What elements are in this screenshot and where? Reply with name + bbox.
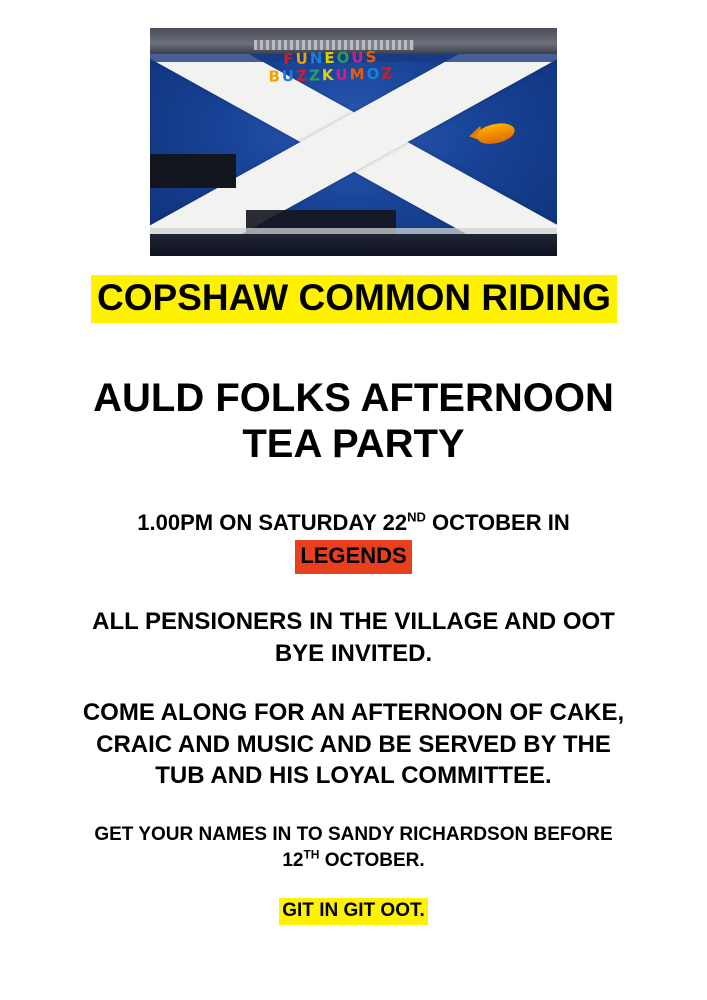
photo-dark-object-left <box>150 154 236 188</box>
event-venue-line <box>40 538 667 573</box>
rsvp-deadline-ordinal: TH <box>303 847 320 862</box>
rsvp-deadline-month: OCTOBER. <box>319 850 425 872</box>
event-heading <box>40 375 667 468</box>
footer-slogan <box>40 898 667 925</box>
invitation-line-2: BYE INVITED. <box>274 639 433 667</box>
event-datetime-prefix: 1.00PM ON SATURDAY 22 <box>137 510 408 535</box>
event-heading-line-2: TEA PARTY <box>242 422 465 467</box>
flag-photograph <box>150 28 557 256</box>
photo-bottom-shadow-band <box>150 234 557 256</box>
event-datetime-venue <box>40 508 667 574</box>
event-date-ordinal: ND <box>407 509 426 525</box>
body-line-2: CRAIC AND MUSIC AND BE SERVED BY THE <box>96 730 611 758</box>
flag-banner-line1: FUNEOUS <box>283 47 378 69</box>
poster-title <box>48 275 660 323</box>
body-paragraph <box>40 697 667 792</box>
invitation-line-1: ALL PENSIONERS IN THE VILLAGE AND OOT <box>92 608 615 635</box>
rsvp-deadline-number: 12 <box>282 850 304 872</box>
event-datetime-suffix: OCTOBER IN <box>425 510 570 535</box>
event-datetime-line <box>40 508 667 538</box>
fish-body <box>475 120 516 146</box>
invitation-paragraph <box>40 606 667 669</box>
flag-banner-line2: BUZZKUMOZ <box>268 64 394 86</box>
rsvp-line-2 <box>40 848 667 874</box>
footer-slogan-text: GIT IN GIT OOT. <box>279 898 428 925</box>
body-line-3: TUB AND HIS LOYAL COMMITTEE. <box>155 762 552 790</box>
event-venue-name: LEGENDS <box>295 540 411 573</box>
poster-title-text: COPSHAW COMMON RIDING <box>91 275 617 323</box>
event-heading-line-1: AULD FOLKS AFTERNOON <box>93 376 614 420</box>
rsvp-line-1: GET YOUR NAMES IN TO SANDY RICHARDSON BEFORE <box>94 824 613 845</box>
photo-frame <box>150 28 557 256</box>
rsvp-paragraph <box>40 822 667 874</box>
flag-banner-lettering <box>235 48 427 115</box>
orange-fish-icon <box>469 124 515 144</box>
body-line-1: COME ALONG FOR AN AFTERNOON OF CAKE, <box>82 699 625 726</box>
